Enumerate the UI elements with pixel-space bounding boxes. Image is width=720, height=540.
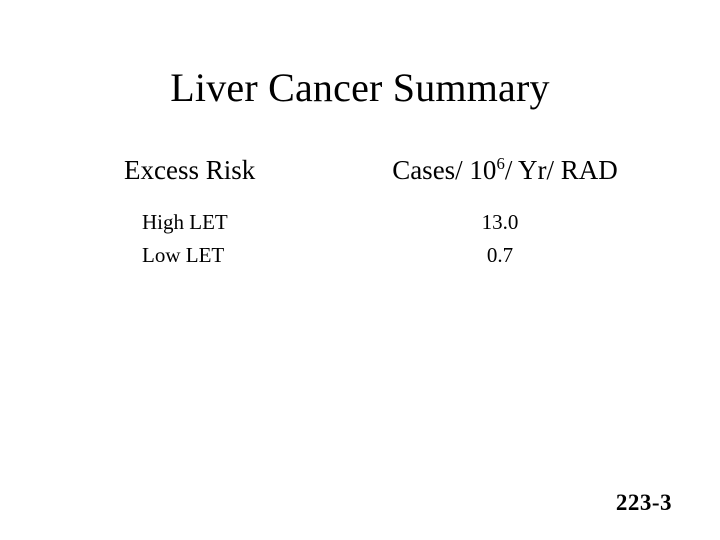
column-header-cases xyxy=(360,155,650,186)
column-header-cases-suffix: / Yr/ RAD xyxy=(504,155,618,185)
row-label-low-let: Low LET xyxy=(142,242,225,267)
table-header-row xyxy=(110,155,670,186)
summary-table xyxy=(110,155,670,271)
column-header-cases-prefix: Cases/ 10 xyxy=(392,155,497,185)
table-body xyxy=(110,206,670,271)
table-row xyxy=(110,239,670,272)
row-value-high-let: 13.0 xyxy=(481,210,519,235)
page-number: 223-3 xyxy=(615,490,672,515)
row-label-high-let: High LET xyxy=(142,210,228,235)
column-header-cases-exponent: 6 xyxy=(496,154,505,173)
table-row xyxy=(110,206,670,239)
column-header-excess-risk: Excess Risk xyxy=(124,155,256,185)
row-value-low-let: 0.7 xyxy=(486,242,514,267)
page-title: Liver Cancer Summary xyxy=(170,65,550,110)
